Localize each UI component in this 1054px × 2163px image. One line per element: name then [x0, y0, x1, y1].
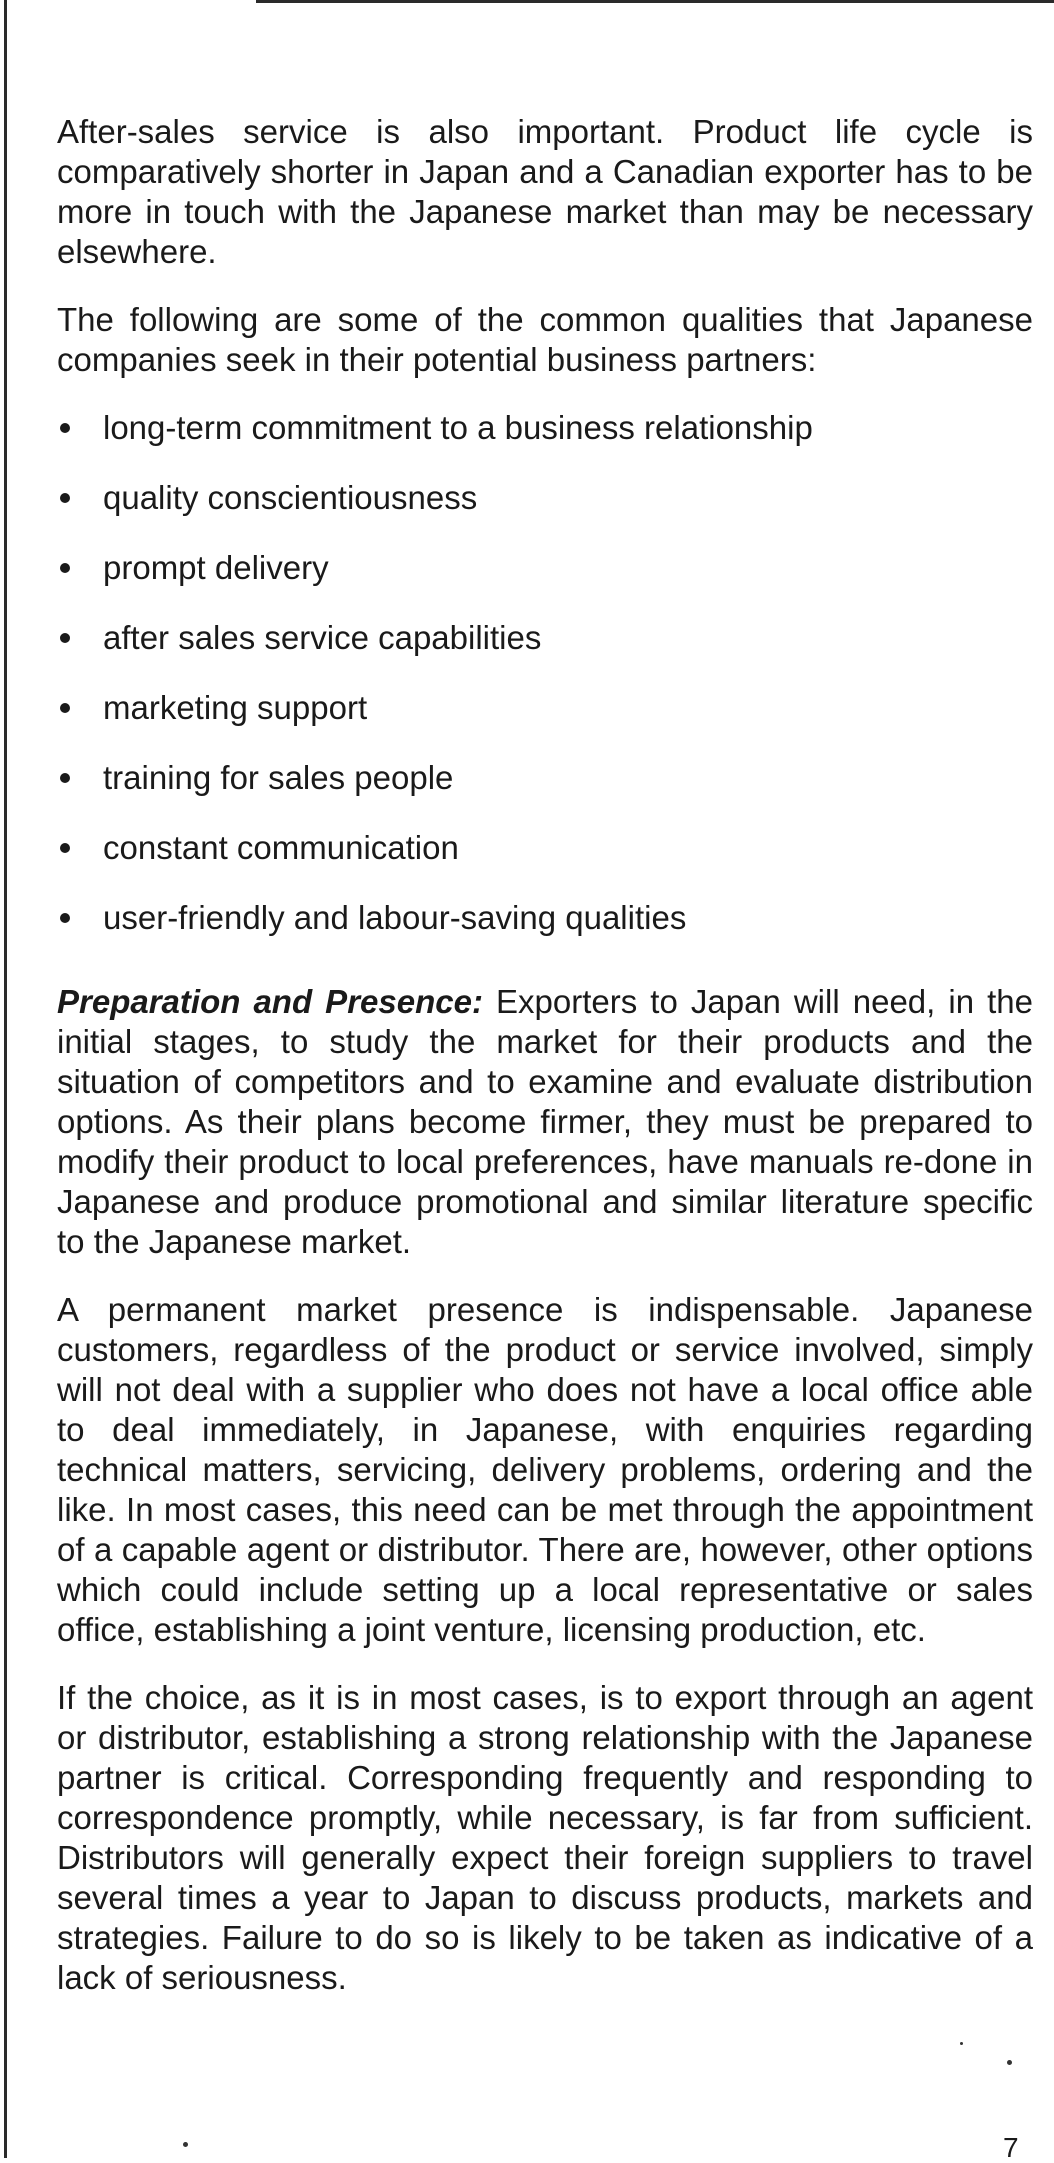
list-item	[57, 688, 1033, 758]
bullet-icon	[60, 633, 70, 643]
left-margin-rule	[4, 0, 7, 2158]
bullet-icon	[60, 703, 70, 713]
preparation-paragraph	[57, 982, 1033, 1262]
list-item-text: constant communication	[103, 829, 459, 866]
page-number: 7	[1003, 2132, 1019, 2163]
scan-speck	[1007, 2060, 1012, 2065]
scan-speck	[183, 2142, 188, 2147]
list-item	[57, 618, 1033, 688]
list-item-text: long-term commitment to a business relationship	[103, 409, 813, 446]
list-item	[57, 828, 1033, 898]
preparation-text: Exporters to Japan will need, in the initial stages, to study the market for their products and the situation of competitors and to examine and evaluate distribution options. As their plans become firmer, they must be prepared to modify their product to local preferences, have manuals re-done in Japanese and produce promotional and similar literature specific to the Japanese market.	[57, 983, 1034, 1260]
after-sales-paragraph: After-sales service is also important. Product life cycle is comparatively shorter in Japan and a Canadian exporter has to be more in touch with the Japanese market than may be necessary elsewhere.	[57, 113, 1033, 270]
list-item	[57, 408, 1033, 478]
market-presence-paragraph: A permanent market presence is indispensable. Japanese customers, regardless of the product or service involved, simply will not deal with a supplier who does not have a local office able to deal immediately, in Japanese, with enquiries regarding technical matters, servicing, delivery problems, ordering and the like. In most cases, this need can be met through the appointment of a capable agent or distributor. There are, however, other options which could include setting up a local representative or sales office, establishing a joint venture, licensing production, etc.	[57, 1291, 1033, 1648]
list-item	[57, 898, 1033, 954]
list-item	[57, 478, 1033, 548]
list-item-text: quality conscientiousness	[103, 479, 478, 516]
list-item-text: after sales service capabilities	[103, 619, 542, 656]
qualities-intro-paragraph: The following are some of the common qualities that Japanese companies seek in their potential business partners:	[57, 301, 1033, 378]
list-item-text: training for sales people	[103, 759, 454, 796]
top-margin-rule	[256, 0, 1054, 3]
scan-speck	[960, 2042, 963, 2045]
bullet-icon	[60, 563, 70, 573]
page-content	[57, 112, 1033, 2026]
bullet-icon	[60, 913, 70, 923]
list-item-text: prompt delivery	[103, 549, 329, 586]
list-item	[57, 758, 1033, 828]
section-heading: Preparation and Presence:	[57, 983, 483, 1020]
bullet-icon	[60, 493, 70, 503]
list-item-text: user-friendly and labour-saving qualities	[103, 899, 687, 936]
list-item	[57, 548, 1033, 618]
bullet-icon	[60, 843, 70, 853]
list-item-text: marketing support	[103, 689, 368, 726]
bullet-icon	[60, 423, 70, 433]
distributor-paragraph: If the choice, as it is in most cases, is to export through an agent or distributor, establishing a strong relationship with the Japanese partner is critical. Corresponding frequently and responding to correspondence promptly, while necessary, is far from sufficient. Distributors will generally expect their foreign suppliers to travel several times a year to Japan to discuss products, markets and strategies. Failure to do so is likely to be taken as indicative of a lack of seriousness.	[57, 1679, 1033, 1996]
qualities-list	[57, 408, 1033, 954]
bullet-icon	[60, 773, 70, 783]
